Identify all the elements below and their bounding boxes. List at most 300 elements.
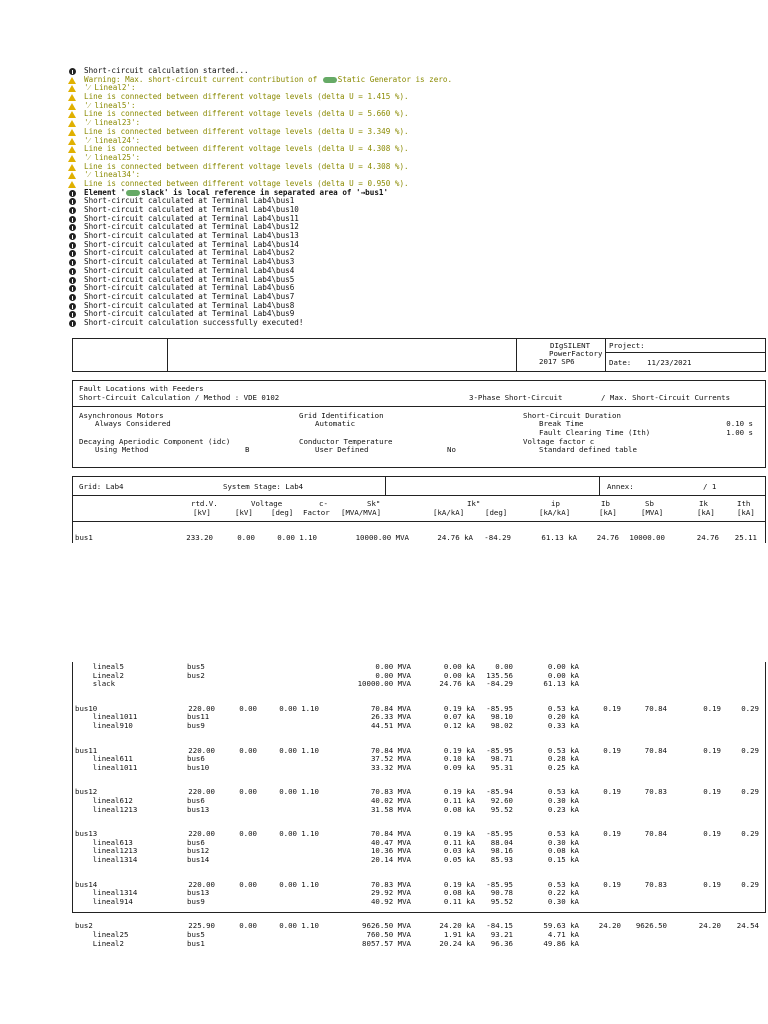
results-header xyxy=(72,476,766,543)
table-cell: 40.92 MVA xyxy=(370,896,411,906)
table-cell: bus13 xyxy=(187,804,210,814)
table-cell: 0.12 kA xyxy=(443,721,475,730)
table-cell: -85.94 xyxy=(486,787,513,797)
info-icon xyxy=(68,310,77,318)
table-cell: 0.10 kA xyxy=(443,754,475,764)
log-line xyxy=(68,163,768,172)
table-cell: 0.00 xyxy=(279,829,297,839)
grid-label: Grid: Lab4 xyxy=(79,482,124,491)
table-cell: 0.00 MVA xyxy=(375,670,411,680)
unit-kv: [kV] xyxy=(193,508,211,517)
table-cell: bus10 xyxy=(75,703,98,713)
grid-id-value: Automatic xyxy=(315,419,356,428)
table-cell: 0.00 xyxy=(239,745,257,755)
warning-icon xyxy=(68,154,77,162)
info-icon xyxy=(68,267,77,275)
table-cell: 0.20 kA xyxy=(547,712,579,722)
info-icon xyxy=(68,249,77,257)
log-text: Short-circuit calculated at Terminal Lab4\bus1 xyxy=(84,196,295,206)
first-row-cell: -84.29 xyxy=(484,533,511,542)
log-line xyxy=(68,145,768,154)
table-cell: 1.10 xyxy=(301,787,319,797)
log-text: Short-circuit calculated at Terminal Lab4\bus7 xyxy=(84,291,295,301)
table-cell: 0.07 kA xyxy=(443,712,475,722)
table-cell: 760.50 MVA xyxy=(366,930,411,939)
table-cell: 0.11 kA xyxy=(443,837,475,847)
table-cell: lineal910 xyxy=(75,721,133,730)
table-cell: bus9 xyxy=(187,896,205,906)
table-cell: 0.22 kA xyxy=(547,888,579,898)
table-cell: 220.00 xyxy=(188,745,215,755)
first-row-cell: 233.20 xyxy=(186,533,213,542)
table-cell: 0.29 xyxy=(741,745,759,755)
log-text: Short-circuit calculated at Terminal Lab4\bus11 xyxy=(84,213,299,223)
grid-id-label: Grid Identification xyxy=(299,411,384,420)
table-cell: 59.63 kA xyxy=(543,921,579,931)
table-cell: 1.10 xyxy=(301,745,319,755)
table-cell: 1.10 xyxy=(301,829,319,839)
table-cell: 88.04 xyxy=(490,837,513,847)
voltage-factor-value: Standard defined table xyxy=(539,445,637,454)
warning-icon xyxy=(68,171,77,179)
first-row-cell: 24.76 kA xyxy=(437,533,473,542)
table-cell: slack xyxy=(75,679,116,689)
max-currents: / Max. Short-Circuit Currents xyxy=(601,393,731,402)
warning-icon xyxy=(68,137,77,145)
table-cell: 9626.50 xyxy=(635,921,667,931)
async-label: Asynchronous Motors xyxy=(79,411,164,420)
table-cell: 0.00 kA xyxy=(443,662,475,671)
table-cell: bus10 xyxy=(187,762,210,772)
table-row xyxy=(73,805,767,814)
voltage-factor-label: Voltage factor c xyxy=(523,437,595,446)
warning-icon xyxy=(68,110,77,118)
table-cell: 0.00 xyxy=(279,879,297,889)
table-cell: 96.36 xyxy=(490,938,513,948)
table-cell: 220.00 xyxy=(188,787,215,797)
table-cell: 24.20 xyxy=(698,921,721,931)
log-text: Short-circuit calculated at Terminal Lab4\bus4 xyxy=(84,265,295,275)
log-text: Short-circuit calculated at Terminal Lab4\bus6 xyxy=(84,283,295,293)
output-log xyxy=(68,67,768,328)
calc-method: Short-Circuit Calculation / Method : VDE 0102 xyxy=(79,393,280,402)
first-row-cell: 10000.00 xyxy=(629,533,665,542)
info-icon xyxy=(68,197,77,205)
first-row-cell: 10000.00 MVA xyxy=(355,533,409,542)
table-cell: 0.19 xyxy=(703,703,721,713)
table-cell: 0.25 kA xyxy=(547,762,579,772)
table-cell: 70.84 xyxy=(644,829,667,839)
decay-label: Decaying Aperiodic Component (idc) xyxy=(79,437,231,446)
project-label: Project: xyxy=(609,341,645,350)
table-row xyxy=(73,897,767,906)
info-icon xyxy=(68,189,77,197)
table-cell: 0.53 kA xyxy=(547,787,579,797)
table-cell: lineal914 xyxy=(75,896,133,906)
table-cell: lineal5 xyxy=(75,662,124,671)
log-text: slack' is local reference in separated area of '→bus1' xyxy=(141,187,389,197)
first-row-cell: 24.76 xyxy=(696,533,719,542)
table-cell: 98.16 xyxy=(490,846,513,856)
table-cell: 0.00 xyxy=(239,787,257,797)
table-cell: bus1 xyxy=(187,938,205,948)
table-cell: 0.19 kA xyxy=(443,879,475,889)
break-time-value: 0.10 s xyxy=(726,419,753,428)
info-icon xyxy=(68,241,77,249)
table-cell: 70.84 MVA xyxy=(370,745,411,755)
table-cell: 61.13 kA xyxy=(543,679,579,689)
table-cell: 44.51 MVA xyxy=(370,721,411,730)
table-cell: bus11 xyxy=(75,745,98,755)
table-cell: 0.19 xyxy=(603,745,621,755)
table-cell: 0.29 xyxy=(741,703,759,713)
table-cell: 0.08 kA xyxy=(443,888,475,898)
log-text: Line is connected between different voltage levels (delta U = 5.660 %). xyxy=(84,109,409,119)
col-ith: Ith xyxy=(737,499,751,508)
table-cell: 26.33 MVA xyxy=(370,712,411,722)
table-cell: 0.00 xyxy=(495,662,513,671)
unit-ka4: [kA] xyxy=(697,508,715,517)
table-cell: 0.08 kA xyxy=(547,846,579,856)
system-stage: System Stage: Lab4 xyxy=(223,482,304,491)
table-cell: 1.10 xyxy=(301,921,319,931)
table-cell: 0.19 kA xyxy=(443,787,475,797)
table-cell: 29.92 MVA xyxy=(370,888,411,898)
col-c: c- xyxy=(319,499,328,508)
table-cell: 1.10 xyxy=(301,703,319,713)
warning-icon xyxy=(68,145,77,153)
table-cell: 70.83 MVA xyxy=(370,879,411,889)
table-cell: -84.15 xyxy=(486,921,513,931)
table-cell: bus14 xyxy=(187,855,210,864)
table-cell: 220.00 xyxy=(188,879,215,889)
first-row-cell: 24.76 xyxy=(596,533,619,542)
table-cell: 37.52 MVA xyxy=(370,754,411,764)
table-cell: 0.19 xyxy=(703,829,721,839)
table-cell: 0.53 kA xyxy=(547,703,579,713)
table-cell: 0.19 xyxy=(603,829,621,839)
table-cell: 0.08 kA xyxy=(443,804,475,814)
table-cell: bus9 xyxy=(187,721,205,730)
info-icon xyxy=(68,319,77,327)
log-text: Line is connected between different voltage levels (delta U = 1.415 %). xyxy=(84,92,409,102)
unit-deg: [deg] xyxy=(271,508,294,517)
log-text: Short-circuit calculated at Terminal Lab4\bus9 xyxy=(84,309,295,319)
table-cell: lineal1314 xyxy=(75,888,138,898)
table-cell: Lineal2 xyxy=(75,670,124,680)
table-cell: 70.84 MVA xyxy=(370,703,411,713)
table-cell: 0.00 xyxy=(279,787,297,797)
unit-ka2: [kA/kA] xyxy=(539,508,571,517)
decay-method: Using Method xyxy=(95,445,149,454)
log-text: Line is connected between different voltage levels (delta U = 3.349 %). xyxy=(84,126,409,136)
table-cell: 135.56 xyxy=(486,670,513,680)
cond-label: Conductor Temperature xyxy=(299,437,393,446)
unit-deg2: [deg] xyxy=(485,508,508,517)
table-cell: 0.30 kA xyxy=(547,796,579,805)
warning-icon xyxy=(68,163,77,171)
table-cell: 9626.50 MVA xyxy=(362,921,411,931)
table-cell: 0.00 xyxy=(239,879,257,889)
table-cell: 0.29 xyxy=(741,829,759,839)
table-cell: 92.60 xyxy=(490,796,513,805)
table-cell: 0.19 xyxy=(603,787,621,797)
info-icon xyxy=(68,302,77,310)
unit-mva: [MVA/MVA] xyxy=(341,508,382,517)
table-cell: bus12 xyxy=(187,846,210,856)
table-cell: 98.71 xyxy=(490,754,513,764)
duration-label: Short-Circuit Duration xyxy=(523,411,621,420)
table-cell: bus14 xyxy=(75,879,98,889)
log-text: Short-circuit calculation successfully executed! xyxy=(84,317,304,327)
table-cell: 0.19 kA xyxy=(443,829,475,839)
table-cell: bus6 xyxy=(187,837,205,847)
table-row xyxy=(73,763,767,772)
table-row xyxy=(73,939,767,948)
log-text: '⁄ lineal23': xyxy=(84,118,141,128)
warning-icon xyxy=(68,93,77,101)
table-cell: 49.86 kA xyxy=(543,938,579,948)
table-cell: 0.00 kA xyxy=(443,670,475,680)
log-text: '⁄ lineal24': xyxy=(84,135,141,145)
table-cell: 0.53 kA xyxy=(547,745,579,755)
table-cell: bus13 xyxy=(187,888,210,898)
col-ip: ip xyxy=(551,499,560,508)
col-voltage: Voltage xyxy=(251,499,283,508)
annex-label: Annex: xyxy=(607,482,634,491)
table-cell: lineal1011 xyxy=(75,762,138,772)
table-cell: 0.19 xyxy=(603,879,621,889)
table-row xyxy=(73,855,767,864)
table-cell: -85.95 xyxy=(486,745,513,755)
table-cell: 0.33 kA xyxy=(547,721,579,730)
log-text: Short-circuit calculated at Terminal Lab4\bus10 xyxy=(84,205,299,214)
log-text: '⁄ Lineal2': xyxy=(84,83,136,93)
table-cell: 20.24 kA xyxy=(439,938,475,948)
first-row-cell: 25.11 xyxy=(734,533,757,542)
table-cell: 0.19 kA xyxy=(443,703,475,713)
log-text: Line is connected between different voltage levels (delta U = 4.308 %). xyxy=(84,161,409,171)
table-cell: 70.83 MVA xyxy=(370,787,411,797)
table-cell: 0.29 xyxy=(741,879,759,889)
table-cell: 70.84 xyxy=(644,703,667,713)
table-cell: bus2 xyxy=(75,921,93,931)
date-label: Date: xyxy=(609,358,632,367)
table-cell: -85.95 xyxy=(486,703,513,713)
table-cell: 24.76 kA xyxy=(439,679,475,689)
table-cell: 10.36 MVA xyxy=(370,846,411,856)
table-cell: 70.84 MVA xyxy=(370,829,411,839)
log-text: '⁄ lineal34': xyxy=(84,170,141,180)
annex-value: / 1 xyxy=(703,482,717,491)
slack-generator-icon xyxy=(126,190,140,196)
table-cell: 0.19 xyxy=(603,703,621,713)
table-cell: bus13 xyxy=(75,829,98,839)
table-cell: lineal613 xyxy=(75,837,133,847)
table-cell: lineal1213 xyxy=(75,846,138,856)
report-header xyxy=(72,338,766,372)
table-cell: 220.00 xyxy=(188,829,215,839)
table-cell: 4.71 kA xyxy=(547,930,579,939)
table-cell: 0.29 xyxy=(741,787,759,797)
table-cell: 33.32 MVA xyxy=(370,762,411,772)
table-cell: 70.84 xyxy=(644,745,667,755)
table-row xyxy=(73,679,767,688)
table-cell: 0.53 kA xyxy=(547,829,579,839)
table-cell: 0.19 xyxy=(703,879,721,889)
table-cell: 24.20 xyxy=(598,921,621,931)
table-cell: lineal1213 xyxy=(75,804,138,814)
table-cell: 0.11 kA xyxy=(443,896,475,906)
log-line xyxy=(68,76,768,85)
warning-icon xyxy=(68,128,77,136)
log-line xyxy=(68,110,768,119)
break-time-label: Break Time xyxy=(539,419,584,428)
company-name: DIgSILENT xyxy=(550,341,591,350)
calculation-settings xyxy=(72,380,766,468)
table-cell: 0.19 xyxy=(703,787,721,797)
log-text: Short-circuit calculated at Terminal Lab4\bus2 xyxy=(84,248,295,258)
log-text: Short-circuit calculated at Terminal Lab4\bus14 xyxy=(84,239,299,249)
table-cell: 0.00 xyxy=(279,703,297,713)
log-text: Short-circuit calculated at Terminal Lab4\bus13 xyxy=(84,231,299,241)
table-cell: 0.00 xyxy=(239,829,257,839)
table-cell: 0.30 kA xyxy=(547,896,579,906)
first-row-cell: 0.00 xyxy=(277,533,295,542)
table-cell: 95.31 xyxy=(490,762,513,772)
table-cell: 0.00 MVA xyxy=(375,662,411,671)
table-cell: 0.00 xyxy=(239,921,257,931)
info-icon xyxy=(68,215,77,223)
results-table xyxy=(72,662,766,948)
col-ik: Ik" xyxy=(467,499,481,508)
info-icon xyxy=(68,67,77,75)
table-cell: 0.53 kA xyxy=(547,879,579,889)
table-cell: 40.47 MVA xyxy=(370,837,411,847)
log-text: Short-circuit calculated at Terminal Lab4\bus12 xyxy=(84,222,299,232)
product-version: 2017 SP6 xyxy=(539,357,575,366)
log-line xyxy=(68,93,768,102)
table-cell: bus5 xyxy=(187,662,205,671)
info-icon xyxy=(68,284,77,292)
log-text: Line is connected between different voltage levels (delta U = 0.950 %). xyxy=(84,178,409,188)
log-text: Short-circuit calculated at Terminal Lab4\bus8 xyxy=(84,300,295,310)
table-cell: 24.54 xyxy=(736,921,759,931)
table-cell: Lineal2 xyxy=(75,938,124,948)
table-cell: 0.00 kA xyxy=(547,670,579,680)
log-line xyxy=(68,128,768,137)
log-text: Warning: Max. short-circuit current contribution of xyxy=(84,74,322,84)
table-cell: 1.91 kA xyxy=(443,930,475,939)
table-cell: bus6 xyxy=(187,796,205,805)
table-cell: lineal611 xyxy=(75,754,133,764)
log-text: '⁄ lineal5': xyxy=(84,100,136,110)
table-cell: 98.02 xyxy=(490,721,513,730)
table-cell: 70.83 xyxy=(644,879,667,889)
table-cell: 0.11 kA xyxy=(443,796,475,805)
unit-factor: Factor xyxy=(303,508,330,517)
table-cell: 0.09 kA xyxy=(443,762,475,772)
log-text: Short-circuit calculation started... xyxy=(84,66,249,75)
log-line xyxy=(68,319,768,328)
col-sb: Sb xyxy=(645,499,654,508)
info-icon xyxy=(68,223,77,231)
warning-icon xyxy=(68,76,77,84)
unit-ka5: [kA] xyxy=(737,508,755,517)
table-cell: 95.52 xyxy=(490,896,513,906)
decay-value: B xyxy=(245,445,250,454)
table-cell: 220.00 xyxy=(188,703,215,713)
log-text: '⁄ lineal25': xyxy=(84,152,141,162)
table-cell: lineal612 xyxy=(75,796,133,805)
table-cell: 90.78 xyxy=(490,888,513,898)
table-cell: lineal1011 xyxy=(75,712,138,722)
first-row-cell: 1.10 xyxy=(299,533,317,542)
log-text: Static Generator is zero. xyxy=(337,74,453,84)
table-cell: 24.20 kA xyxy=(439,921,475,931)
table-cell: 85.93 xyxy=(490,855,513,864)
col-rtd-v: rtd.V. xyxy=(191,499,218,508)
table-cell: 0.00 xyxy=(279,921,297,931)
unit-ka: [kA/kA] xyxy=(433,508,465,517)
col-ik2: Ik xyxy=(699,499,708,508)
product-name: PowerFactory xyxy=(549,349,603,358)
table-cell: 0.28 kA xyxy=(547,754,579,764)
table-cell: 0.19 xyxy=(703,745,721,755)
cond-value: User Defined xyxy=(315,445,369,454)
static-generator-icon xyxy=(323,77,337,83)
date-value: 11/23/2021 xyxy=(647,358,692,367)
info-icon xyxy=(68,258,77,266)
table-cell: 0.30 kA xyxy=(547,837,579,847)
unit-ka3: [kA] xyxy=(599,508,617,517)
fault-clearing-value: 1.00 s xyxy=(726,428,753,437)
first-row-cell: 0.00 xyxy=(237,533,255,542)
table-cell: 98.10 xyxy=(490,712,513,722)
table-cell: 0.19 kA xyxy=(443,745,475,755)
table-cell: bus5 xyxy=(187,930,205,939)
table-cell: 70.83 xyxy=(644,787,667,797)
table-cell: 0.23 kA xyxy=(547,804,579,814)
async-value: Always Considered xyxy=(95,419,171,428)
report-title: Fault Locations with Feeders xyxy=(79,384,204,393)
warning-icon xyxy=(68,119,77,127)
table-row xyxy=(73,721,767,730)
first-row-cell: 61.13 kA xyxy=(541,533,577,542)
table-cell: 0.05 kA xyxy=(443,855,475,864)
table-cell: 95.52 xyxy=(490,804,513,814)
warning-icon xyxy=(68,180,77,188)
info-icon xyxy=(68,276,77,284)
table-cell: -85.95 xyxy=(486,879,513,889)
table-cell: 0.00 xyxy=(279,745,297,755)
unit-mva2: [MVA] xyxy=(641,508,664,517)
table-cell: 225.90 xyxy=(188,921,215,931)
phase-type: 3-Phase Short-Circuit xyxy=(469,393,563,402)
table-cell: 0.00 xyxy=(239,703,257,713)
table-cell: 20.14 MVA xyxy=(370,855,411,864)
table-cell: 1.10 xyxy=(301,879,319,889)
log-text: Short-circuit calculated at Terminal Lab4\bus3 xyxy=(84,257,295,267)
table-cell: bus2 xyxy=(187,670,205,680)
table-cell: 0.15 kA xyxy=(547,855,579,864)
table-cell: bus12 xyxy=(75,787,98,797)
table-cell: -85.95 xyxy=(486,829,513,839)
table-cell: -84.29 xyxy=(486,679,513,689)
table-cell: 8057.57 MVA xyxy=(362,938,411,948)
table-cell: 93.21 xyxy=(490,930,513,939)
table-cell: 40.02 MVA xyxy=(370,796,411,805)
